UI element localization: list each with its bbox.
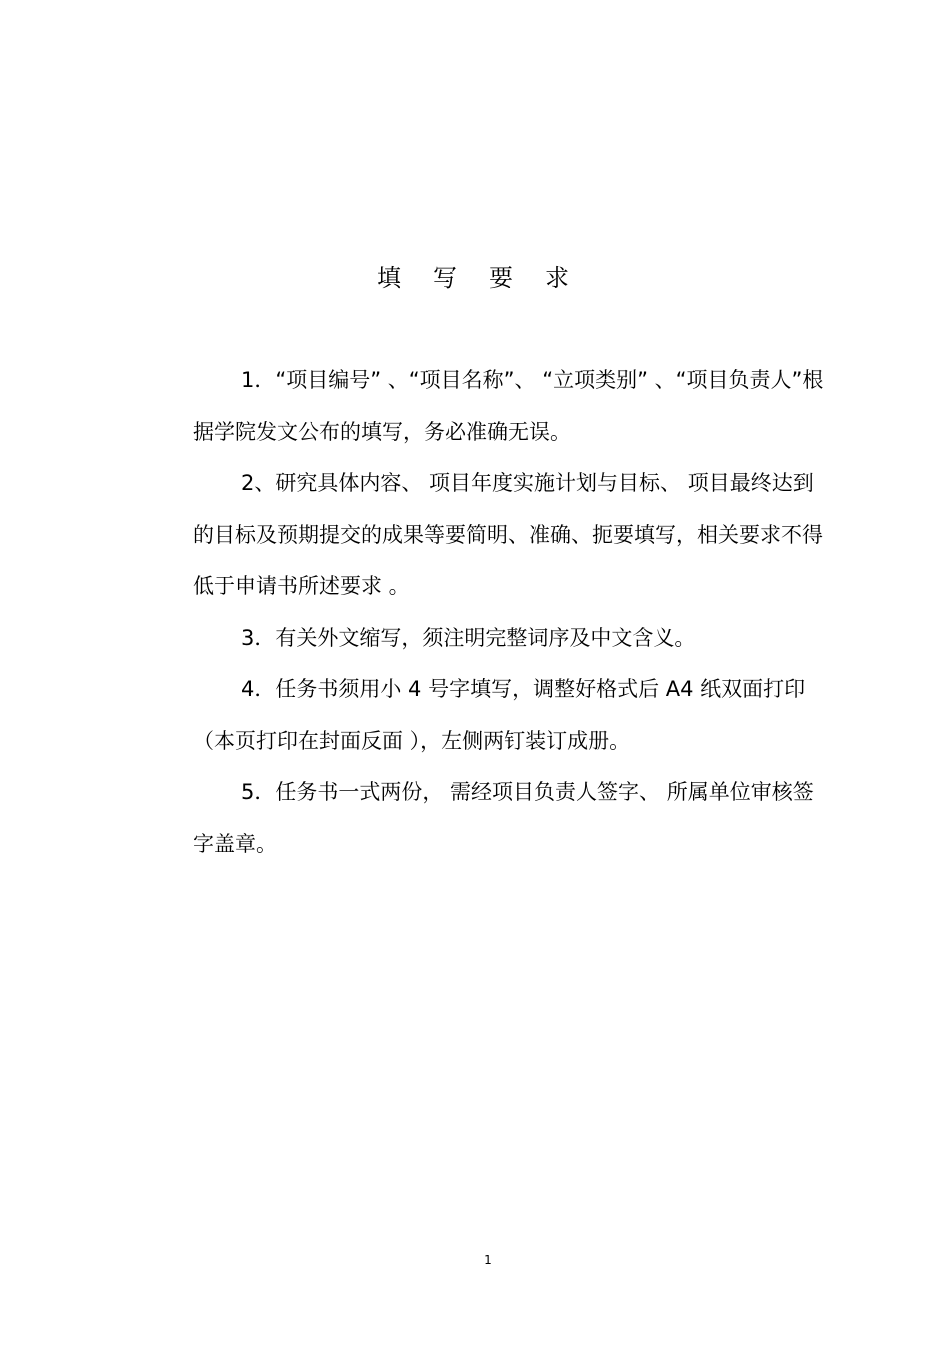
- page-title: 填写要求: [377, 264, 601, 292]
- requirement-item-4: 4．任务书须用小 4 号字填写，调整好格式后 A4 纸双面打印（本页打印在封面反面 ），左侧两钉装订成册。: [193, 677, 806, 753]
- requirement-item-5: 5．任务书一式两份， 需经项目负责人签字、 所属单位审核签字盖章。: [193, 780, 814, 856]
- requirement-item-2: 2、研究具体内容、 项目年度实施计划与目标、 项目最终达到的目标及预期提交的成果等要简明、准确、扼要填写，相关要求不得低于申请书所述要求 。: [193, 471, 823, 598]
- page-number: 1: [484, 1253, 492, 1267]
- requirement-item-3: 3．有关外文缩写，须注明完整词序及中文含义。: [241, 625, 696, 650]
- requirement-item-1: 1．“项目编号” 、“项目名称”、 “立项类别” 、“项目负责人”根据学院发文公布的填写，务必准确无误。: [193, 368, 824, 444]
- requirements-list: [193, 355, 833, 870]
